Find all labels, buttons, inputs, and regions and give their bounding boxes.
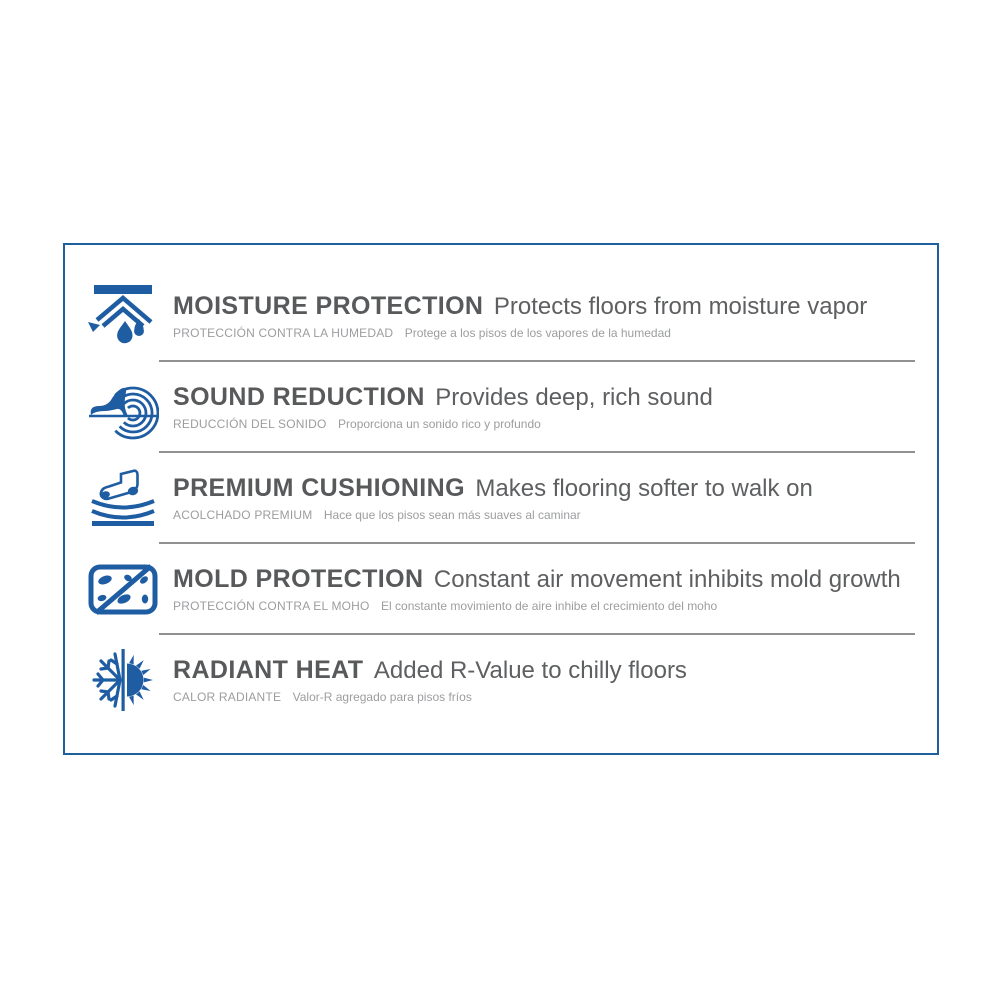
- feature-title-spanish: REDUCCIÓN DEL SONIDO: [173, 416, 327, 431]
- feature-description: Constant air movement inhibits mold growth: [433, 565, 901, 593]
- roof-water-drops-icon: [87, 280, 159, 352]
- feature-row-radiant-heat: [87, 635, 915, 724]
- feature-description: Makes flooring softer to walk on: [475, 474, 813, 502]
- feature-title: RADIANT HEAT: [173, 655, 364, 684]
- feature-text: [173, 563, 915, 615]
- feature-title-spanish: PROTECCIÓN CONTRA EL MOHO: [173, 598, 370, 613]
- feature-description-spanish: Proporciona un sonido rico y profundo: [338, 416, 541, 431]
- feature-title-spanish: PROTECCIÓN CONTRA LA HUMEDAD: [173, 325, 394, 340]
- feature-title-spanish: ACOLCHADO PREMIUM: [173, 507, 313, 522]
- feature-text: [173, 381, 915, 433]
- feature-row-moisture-protection: [87, 271, 915, 360]
- feature-description: Protects floors from moisture vapor: [493, 292, 868, 320]
- feature-description-spanish: Valor-R agregado para pisos fríos: [292, 689, 472, 704]
- feature-title: PREMIUM CUSHIONING: [173, 473, 465, 502]
- feature-text: [173, 654, 915, 706]
- feature-row-sound-reduction: [87, 362, 915, 451]
- feature-row-mold-protection: [87, 544, 915, 633]
- feature-description-spanish: Protege a los pisos de los vapores de la humedad: [404, 325, 671, 340]
- feature-description-spanish: Hace que los pisos sean más suaves al caminar: [323, 507, 581, 522]
- feature-list: [65, 245, 937, 724]
- feature-title: MOISTURE PROTECTION: [173, 291, 484, 320]
- feature-description: Added R-Value to chilly floors: [373, 656, 687, 684]
- foot-cushion-icon: [87, 462, 159, 534]
- feature-text: [173, 472, 915, 524]
- feature-title: MOLD PROTECTION: [173, 564, 424, 593]
- features-panel: [63, 243, 939, 755]
- feature-description-spanish: El constante movimiento de aire inhibe el crecimiento del moho: [381, 598, 718, 613]
- feature-description: Provides deep, rich sound: [435, 383, 713, 411]
- feature-title: SOUND REDUCTION: [173, 382, 425, 411]
- feature-text: [173, 290, 915, 342]
- feature-row-premium-cushioning: [87, 453, 915, 542]
- high-heel-sound-waves-icon: [87, 371, 159, 443]
- feature-title-spanish: CALOR RADIANTE: [173, 689, 282, 704]
- snowflake-sun-icon: [87, 644, 159, 716]
- no-mold-icon: [87, 553, 159, 625]
